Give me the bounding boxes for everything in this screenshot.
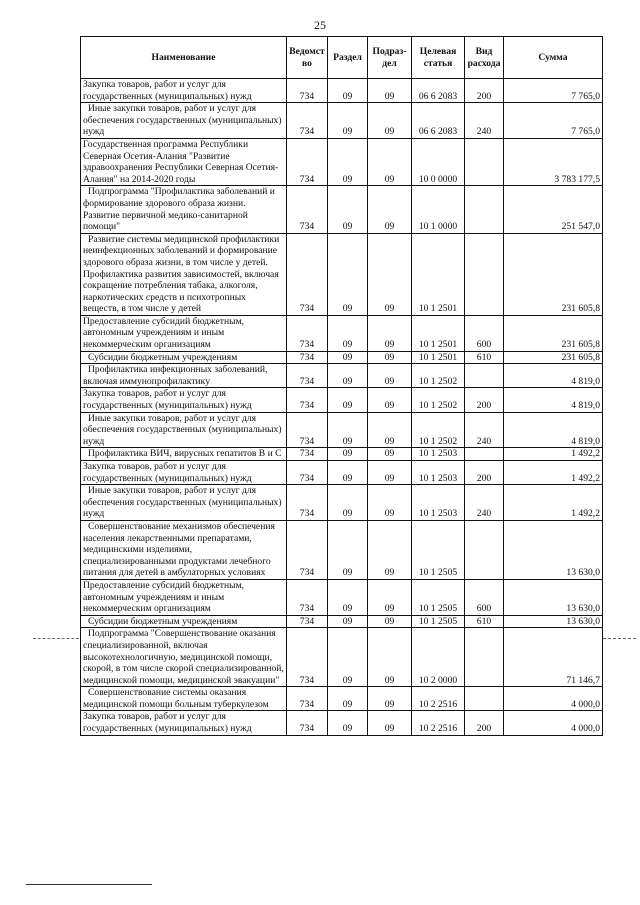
budget-table [80,36,603,736]
row-section: 09 [328,412,368,448]
table-row [81,138,603,185]
header-section: Раздел [328,37,368,79]
header-type: Вид расхода [465,37,504,79]
row-subsection: 09 [368,687,412,711]
row-dept: 734 [287,579,328,615]
table-row [81,628,603,687]
row-target: 10 2 2516 [412,711,465,735]
row-sum: 7 765,0 [504,103,603,139]
table-row [81,520,603,579]
row-name: Подпрограмма "Профилактика заболеваний и формирование здорового образа жизни. Развитие первичной медико-санитарной помощи" [81,186,287,233]
row-target: 10 1 0000 [412,186,465,233]
row-section: 09 [328,233,368,315]
row-type: 200 [465,79,504,103]
row-sum: 13 630,0 [504,615,603,628]
row-dept: 734 [287,520,328,579]
row-subsection: 09 [368,412,412,448]
row-dept: 734 [287,711,328,735]
row-name: Закупка товаров, работ и услуг для государственных (муниципальных) нужд [81,388,287,412]
table-row [81,186,603,233]
row-target: 10 2 2516 [412,687,465,711]
row-sum: 13 630,0 [504,520,603,579]
row-sum: 4 819,0 [504,412,603,448]
row-subsection: 09 [368,579,412,615]
row-subsection: 09 [368,448,412,461]
row-name: Развитие системы медицинской профилактики неинфекционных заболеваний и формирование здорового образа жизни, в том числе у детей. Профилактика развития зависимостей, включая сокращение потребления табака, алкоголя, наркотических средств и психотропных веществ, в том числе у детей [81,233,287,315]
row-type [465,233,504,315]
row-name: Закупка товаров, работ и услуг для государственных (муниципальных) нужд [81,79,287,103]
row-target: 10 1 2501 [412,233,465,315]
row-name: Профилактика инфекционных заболеваний, включая иммунопрофилактику [81,364,287,388]
row-name: Субсидии бюджетным учреждениям [81,351,287,364]
row-type [465,448,504,461]
row-subsection: 09 [368,186,412,233]
row-name: Подпрограмма "Совершенствование оказания специализированной, включая высокотехнологичную, медицинской помощи, скорой, в том числе скорой специализированной, медицинской помощи, медицинской эвакуации" [81,628,287,687]
row-dept: 734 [287,615,328,628]
row-section: 09 [328,579,368,615]
table-row [81,233,603,315]
header-subsection: Подраз- дел [368,37,412,79]
row-section: 09 [328,315,368,351]
row-sum: 251 547,0 [504,186,603,233]
header-name: Наименование [81,37,287,79]
row-type [465,687,504,711]
row-subsection: 09 [368,711,412,735]
row-subsection: 09 [368,103,412,139]
row-target: 10 1 2501 [412,315,465,351]
row-sum: 231 605,8 [504,351,603,364]
row-dept: 734 [287,103,328,139]
row-dept: 734 [287,138,328,185]
table-row [81,388,603,412]
row-section: 09 [328,79,368,103]
row-type: 240 [465,103,504,139]
row-sum: 231 605,8 [504,233,603,315]
row-section: 09 [328,448,368,461]
row-section: 09 [328,138,368,185]
row-section: 09 [328,687,368,711]
page-number: 25 [314,18,326,32]
row-name: Совершенствование системы оказания медицинской помощи больным туберкулезом [81,687,287,711]
row-sum: 4 000,0 [504,687,603,711]
row-name: Иные закупки товаров, работ и услуг для обеспечения государственных (муниципальных) нужд [81,412,287,448]
row-subsection: 09 [368,351,412,364]
header-dept: Ведомст во [287,37,328,79]
table-row [81,351,603,364]
row-subsection: 09 [368,388,412,412]
row-type [465,520,504,579]
row-section: 09 [328,628,368,687]
table-row [81,103,603,139]
row-name: Совершенствование механизмов обеспечения населения лекарственными препаратами, медицинскими изделиями, специализированными продуктами лечебного питания для детей в амбулаторных условиях [81,520,287,579]
table-row [81,364,603,388]
row-target: 10 1 2502 [412,388,465,412]
row-name: Государственная программа Республики Северная Осетия-Алания "Развитие здравоохранения Республики Северная Осетия-Алания" на 2014-2020 годы [81,138,287,185]
row-sum: 3 783 177,5 [504,138,603,185]
row-name: Предоставление субсидий бюджетным, автономным учреждениям и иным некоммерческим организациям [81,315,287,351]
row-subsection: 09 [368,315,412,351]
row-type: 610 [465,351,504,364]
row-type: 600 [465,579,504,615]
row-dept: 734 [287,628,328,687]
row-type: 600 [465,315,504,351]
row-type [465,138,504,185]
row-dept: 734 [287,485,328,521]
row-subsection: 09 [368,461,412,485]
row-section: 09 [328,711,368,735]
row-sum: 7 765,0 [504,79,603,103]
row-sum: 4 819,0 [504,364,603,388]
table-row [81,711,603,735]
row-dept: 734 [287,364,328,388]
row-target: 10 1 2505 [412,520,465,579]
row-name: Профилактика ВИЧ, вирусных гепатитов В и С [81,448,287,461]
table-row [81,412,603,448]
row-sum: 71 146,7 [504,628,603,687]
row-target: 10 1 2503 [412,448,465,461]
row-target: 06 6 2083 [412,103,465,139]
row-target: 10 0 0000 [412,138,465,185]
row-sum: 1 492,2 [504,448,603,461]
row-subsection: 09 [368,520,412,579]
row-type: 200 [465,388,504,412]
row-dept: 734 [287,448,328,461]
row-dept: 734 [287,79,328,103]
row-type: 240 [465,485,504,521]
row-sum: 1 492,2 [504,485,603,521]
row-sum: 4 819,0 [504,388,603,412]
row-section: 09 [328,485,368,521]
row-dept: 734 [287,233,328,315]
row-section: 09 [328,388,368,412]
row-type: 200 [465,711,504,735]
row-subsection: 09 [368,79,412,103]
table-header-row [81,37,603,79]
table-row [81,579,603,615]
row-type: 610 [465,615,504,628]
row-dept: 734 [287,388,328,412]
row-section: 09 [328,364,368,388]
row-target: 10 1 2505 [412,579,465,615]
row-section: 09 [328,461,368,485]
row-name: Закупка товаров, работ и услуг для государственных (муниципальных) нужд [81,711,287,735]
row-dept: 734 [287,186,328,233]
dashed-fold-line-right [603,638,636,639]
row-name: Закупка товаров, работ и услуг для государственных (муниципальных) нужд [81,461,287,485]
row-dept: 734 [287,412,328,448]
row-target: 10 1 2502 [412,412,465,448]
row-dept: 734 [287,461,328,485]
row-name: Иные закупки товаров, работ и услуг для обеспечения государственных (муниципальных) нужд [81,485,287,521]
row-dept: 734 [287,315,328,351]
row-dept: 734 [287,351,328,364]
table-row [81,79,603,103]
row-target: 06 6 2083 [412,79,465,103]
table-row [81,615,603,628]
row-section: 09 [328,351,368,364]
row-subsection: 09 [368,485,412,521]
row-sum: 13 630,0 [504,579,603,615]
row-subsection: 09 [368,364,412,388]
row-subsection: 09 [368,615,412,628]
row-name: Субсидии бюджетным учреждениям [81,615,287,628]
row-target: 10 1 2503 [412,485,465,521]
row-sum: 1 492,2 [504,461,603,485]
row-type [465,364,504,388]
row-target: 10 1 2505 [412,615,465,628]
row-target: 10 1 2503 [412,461,465,485]
row-type: 240 [465,412,504,448]
row-section: 09 [328,103,368,139]
row-subsection: 09 [368,233,412,315]
row-type: 200 [465,461,504,485]
row-target: 10 1 2502 [412,364,465,388]
row-dept: 734 [287,687,328,711]
row-subsection: 09 [368,628,412,687]
row-section: 09 [328,520,368,579]
row-name: Предоставление субсидий бюджетным, автономным учреждениям и иным некоммерческим организациям [81,579,287,615]
dashed-fold-line-left [33,638,79,639]
table-row [81,461,603,485]
row-type [465,628,504,687]
row-section: 09 [328,186,368,233]
row-sum: 4 000,0 [504,711,603,735]
row-section: 09 [328,615,368,628]
footnote-separator [26,884,152,885]
table-row [81,315,603,351]
table-row [81,485,603,521]
row-type [465,186,504,233]
table-row [81,687,603,711]
row-subsection: 09 [368,138,412,185]
row-target: 10 2 0000 [412,628,465,687]
header-target: Целевая статья [412,37,465,79]
row-name: Иные закупки товаров, работ и услуг для обеспечения государственных (муниципальных) нужд [81,103,287,139]
header-sum: Сумма [504,37,603,79]
row-sum: 231 605,8 [504,315,603,351]
table-row [81,448,603,461]
row-target: 10 1 2501 [412,351,465,364]
